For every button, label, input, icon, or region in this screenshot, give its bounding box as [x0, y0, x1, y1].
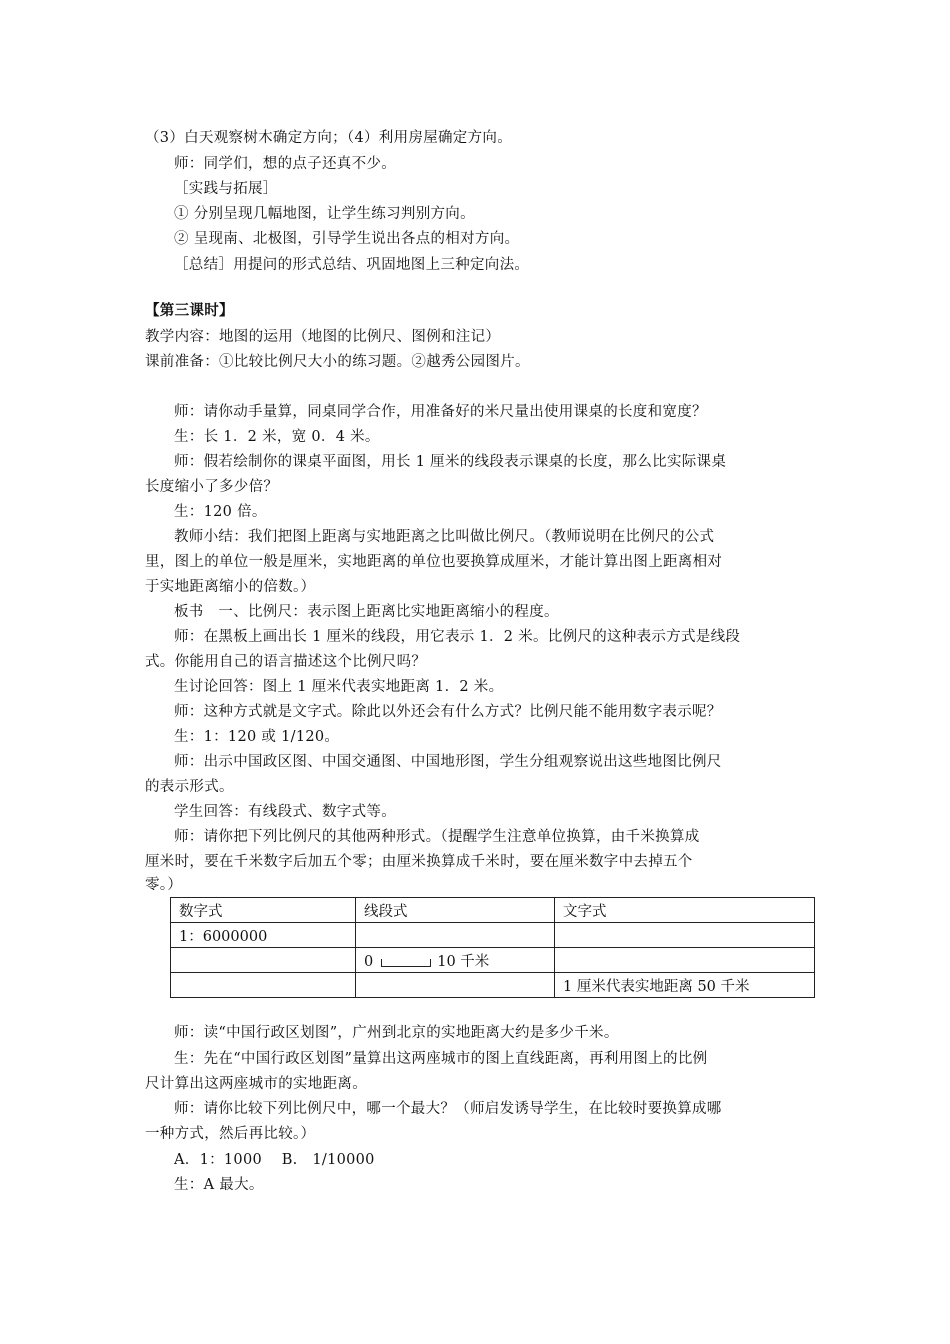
cell-numeric: 1：6000000	[171, 923, 356, 948]
paragraph: 生：120 倍。	[174, 504, 267, 520]
cell-empty	[171, 973, 356, 998]
paragraph: 尺计算出这两座城市的实地距离。	[145, 1076, 367, 1092]
teaching-content: 教学内容：地图的运用（地图的比例尺、图例和注记）	[145, 329, 501, 345]
paragraph: 一种方式，然后再比较。）	[145, 1126, 316, 1142]
table-row	[171, 973, 815, 998]
paragraph: 板书 一、比例尺：表示图上距离比实地距离缩小的程度。	[174, 604, 559, 620]
paragraph: 于实地距离缩小的倍数。）	[145, 579, 316, 595]
cell-empty	[356, 923, 555, 948]
paragraph: 师：同学们，想的点子还真不少。	[174, 156, 396, 172]
scale-bar-icon	[381, 959, 431, 967]
cell-empty	[171, 948, 356, 973]
cell-empty	[356, 973, 555, 998]
lesson-heading: 【第三课时】	[145, 302, 234, 319]
table-row	[171, 923, 815, 948]
paragraph: 学生回答：有线段式、数字式等。	[174, 804, 396, 820]
paragraph: A．1：1000 B. 1/10000	[174, 1152, 375, 1168]
paragraph: ② 呈现南、北极图，引导学生说出各点的相对方向。	[174, 231, 520, 247]
paragraph: 生：长 1．2 米，宽 0．4 米。	[174, 429, 380, 445]
paragraph: 师：读“中国行政区划图”，广州到北京的实地距离大约是多少千米。	[174, 1025, 619, 1041]
paragraph: 师：出示中国政区图、中国交通图、中国地形图，学生分组观察说出这些地图比例尺	[174, 754, 722, 770]
table-row	[171, 948, 815, 973]
header-text: 文字式	[555, 898, 815, 923]
table-header-row	[171, 898, 815, 923]
paragraph: 生：先在“中国行政区划图”量算出这两座城市的图上直线距离，再利用图上的比例	[174, 1051, 708, 1067]
paragraph: 零。）	[145, 877, 183, 893]
paragraph: 师：请你比较下列比例尺中，哪一个最大？（师启发诱导学生，在比较时要换算成哪	[174, 1101, 722, 1117]
scale-table	[170, 897, 815, 998]
paragraph: 师：这种方式就是文字式。除此以外还会有什么方式？比例尺能不能用数字表示呢？	[174, 704, 722, 720]
paragraph: ① 分别呈现几幅地图，让学生练习判别方向。	[174, 206, 475, 222]
paragraph: 的表示形式。	[145, 779, 234, 795]
paragraph: 教师小结：我们把图上距离与实地距离之比叫做比例尺。（教师说明在比例尺的公式	[174, 529, 715, 545]
paragraph: 式。你能用自己的语言描述这个比例尺吗？	[145, 654, 427, 670]
scale-distance-label: 10 千米	[437, 953, 490, 970]
cell-text-scale: 1 厘米代表实地距离 50 千米	[555, 973, 815, 998]
paragraph: （3）白天观察树木确定方向；（4）利用房屋确定方向。	[145, 130, 512, 146]
section-heading: ［实践与拓展］	[174, 181, 278, 197]
cell-empty	[555, 948, 815, 973]
paragraph: 生讨论回答：图上 1 厘米代表实地距离 1．2 米。	[174, 679, 504, 695]
header-line: 线段式	[356, 898, 555, 923]
paragraph: 生：1：120 或 1/120。	[174, 729, 340, 745]
paragraph: 师：请你把下列比例尺的其他两种形式。（提醒学生注意单位换算，由千米换算成	[174, 829, 700, 845]
paragraph: 长度缩小了多少倍？	[145, 479, 279, 495]
cell-line-scale	[356, 948, 555, 973]
paragraph: ［总结］用提问的形式总结、巩固地图上三种定向法。	[174, 257, 530, 273]
preparation: 课前准备：①比较比例尺大小的练习题。②越秀公园图片。	[145, 354, 530, 370]
paragraph: 里，图上的单位一般是厘米，实地距离的单位也要换算成厘米，才能计算出图上距离相对	[145, 554, 723, 570]
paragraph: 厘米时，要在千米数字后加五个零；由厘米换算成千米时，要在厘米数字中去掉五个	[145, 854, 693, 870]
header-numeric: 数字式	[171, 898, 356, 923]
cell-empty	[555, 923, 815, 948]
paragraph: 师：假若绘制你的课桌平面图，用长 1 厘米的线段表示课桌的长度，那么比实际课桌	[174, 454, 727, 470]
paragraph: 师：请你动手量算，同桌同学合作，用准备好的米尺量出使用课桌的长度和宽度？	[174, 404, 707, 420]
scale-zero-label: 0	[364, 953, 374, 970]
paragraph: 生：A 最大。	[174, 1177, 264, 1193]
paragraph: 师：在黑板上画出长 1 厘米的线段，用它表示 1．2 米。比例尺的这种表示方式是线段	[174, 629, 741, 645]
